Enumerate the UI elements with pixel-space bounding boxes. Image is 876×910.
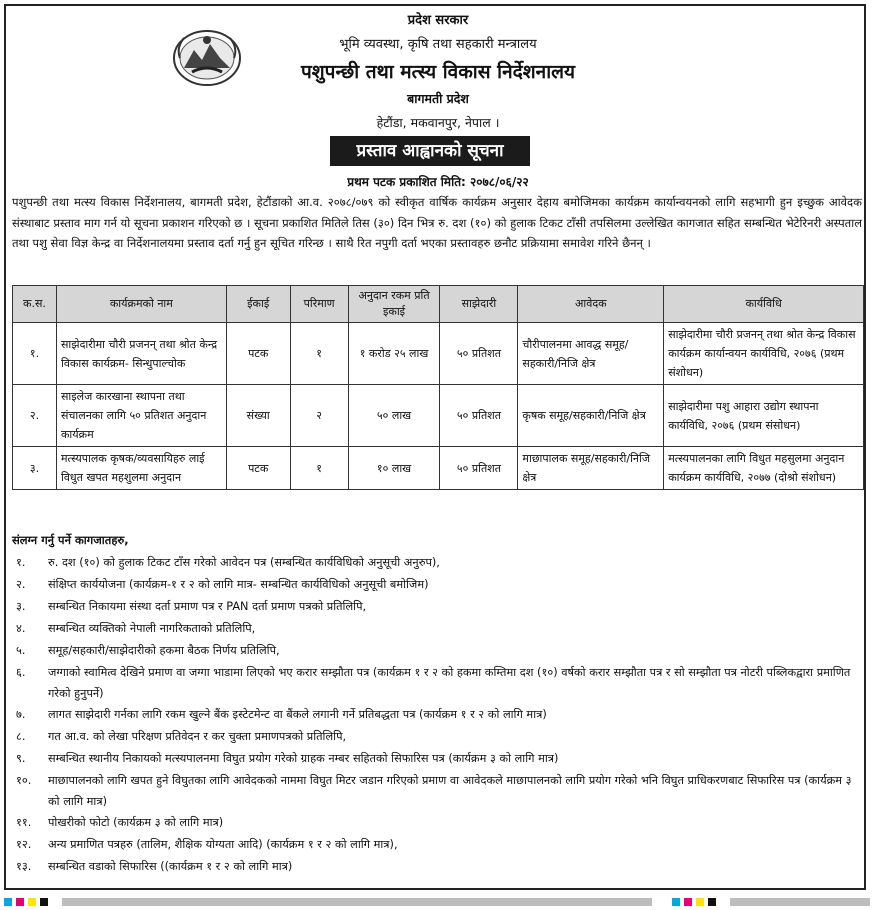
cyan-mark — [672, 898, 680, 906]
table-cell: २. — [13, 385, 57, 447]
item-text: जग्गाको स्वामित्व देखिने प्रमाण वा जग्गा भाडामा लिएको भए करार सम्झौता पत्र (कार्यक्रम १ र २ को हकमा कम्तिमा दश (१०) वर्षको करार सम्झौता पत्र र सो सम्झौता पत्र नोटरी पब्लिकद्वारा प्रमाणित गरेको हुनुपर्ने) — [48, 666, 851, 700]
table-cell: माछापालक समूह/सहकारी/निजि क्षेत्र — [518, 447, 664, 490]
attachments-list — [16, 552, 862, 878]
table-header-row — [13, 286, 864, 323]
header-province: बागमती प्रदेश — [407, 91, 469, 106]
table-cell: साझेदारीमा पशु आहारा उद्योग स्थापना कार्यविधि, २०७६ (प्रथम संसोधन) — [664, 385, 864, 447]
table-row — [13, 385, 864, 447]
magenta-mark — [16, 898, 24, 906]
item-number: ३. — [16, 600, 26, 613]
table-cell: मत्स्यपालनका लागि विधुत महसुलमा अनुदान कार्यक्रम कार्यविधि, २०७७ (दोश्रो संशोधन) — [664, 447, 864, 490]
header-office: पशुपन्छी तथा मत्स्य विकास निर्देशनालय — [300, 61, 576, 83]
table-cell: ५० लाख — [348, 385, 440, 447]
print-bar — [62, 898, 652, 906]
table-cell: पटक — [226, 447, 290, 490]
black-mark — [40, 898, 48, 906]
table-cell: ५० प्रतिशत — [440, 323, 518, 385]
table-row — [13, 323, 864, 385]
table-header: आवेदक — [518, 286, 664, 323]
item-text: लागत साझेदारी गर्नका लागि रकम खुल्ने बैंक इस्टेटमेन्ट वा बैंकले लगानी गर्ने प्रतिबद्धता पत्र (कार्यक्रम १ र २ को लागि मात्र) — [48, 708, 547, 721]
table-cell: कृषक समूह/सहकारी/निजि क्षेत्र — [518, 385, 664, 447]
item-text: सम्बन्धित वडाको सिफारिस ((कार्यक्रम १ र २ को लागि मात्र) — [48, 860, 293, 873]
published-date: प्रथम पटक प्रकाशित मिति: २०७८/०६/२२ — [347, 175, 529, 189]
table-cell: मत्स्यपालक कृषक/व्यवसायिहरु लाई विधुत खपत महशुलमा अनुदान — [56, 447, 226, 490]
item-number: ५. — [16, 644, 26, 657]
table-cell: १ करोड २५ लाख — [348, 323, 440, 385]
table-cell: १ — [290, 447, 348, 490]
list-item — [16, 834, 862, 856]
item-number: १०. — [16, 774, 32, 787]
table-cell: साझेदारीमा चौरी प्रजनन् तथा श्रोत केन्द्र विकास कार्यक्रम कार्यान्वयन कार्यविधि, २०७६ (प्रथम संशोधन) — [664, 323, 864, 385]
yellow-mark — [696, 898, 704, 906]
magenta-mark — [684, 898, 692, 906]
item-text: रु. दश (१०) को हुलाक टिकट टाँस गरेको आवेदन पत्र (सम्बन्धित कार्यविधिको अनुसूची अनुरुप), — [48, 556, 440, 569]
notice-title: प्रस्ताव आह्वानको सूचना — [330, 136, 530, 166]
item-number: ४. — [16, 622, 26, 635]
item-number: ८. — [16, 730, 26, 743]
list-item — [16, 618, 862, 640]
table-cell: पटक — [226, 323, 290, 385]
cyan-mark — [4, 898, 12, 906]
table-cell: चौरीपालनमा आवद्ध समूह/सहकारी/निजि क्षेत्र — [518, 323, 664, 385]
list-item — [16, 662, 862, 704]
table-cell: १ — [290, 323, 348, 385]
black-mark — [708, 898, 716, 906]
table-header: साझेदारी — [440, 286, 518, 323]
item-text: अन्य प्रमाणित पत्रहरु (तालिम, शैक्षिक योग्यता आदि) (कार्यक्रम १ र २ को लागि मात्र), — [48, 838, 398, 851]
list-item — [16, 812, 862, 834]
print-bar — [730, 898, 870, 906]
item-text: माछापालनको लागि खपत हुने विघुतका लागि आवेदकको नाममा विघुत मिटर जडान गरिएको प्रमाण वा आवेदकले माछापालनको लागि प्रयोग गरेको भनि विघुत प्राधिकरणबाट सिफारिस पत्र (कार्यक्रम ३ को लागि मात्र) — [48, 774, 852, 808]
header-ministry: भूमि व्यवस्था, कृषि तथा सहकारी मन्त्रालय — [339, 37, 537, 52]
program-table — [12, 285, 864, 490]
list-item — [16, 856, 862, 878]
table-header: ईकाई — [226, 286, 290, 323]
item-number: १३. — [16, 860, 32, 873]
table-header: अनुदान रकम प्रति इकाई — [348, 286, 440, 323]
table-cell: १० लाख — [348, 447, 440, 490]
list-item — [16, 770, 862, 812]
list-item — [16, 704, 862, 726]
item-text: समूह/सहकारी/साझेदारीको हकमा बैठक निर्णय प्रतिलिपि, — [48, 644, 280, 657]
item-text: गत आ.व. को लेखा परिक्षण प्रतिवेदन र कर चुक्ता प्रमाणपत्रको प्रतिलिपि, — [48, 730, 347, 743]
table-header: कार्यक्रमको नाम — [56, 286, 226, 323]
item-number: २. — [16, 578, 26, 591]
header-address: हेटौंडा, मकवानपुर, नेपाल । — [376, 115, 500, 130]
yellow-mark — [28, 898, 36, 906]
list-item — [16, 640, 862, 662]
item-text: सम्बन्धित निकायमा संस्था दर्ता प्रमाण पत्र र PAN दर्ता प्रमाण पत्रको प्रतिलिपि, — [48, 600, 367, 613]
item-number: ९. — [16, 752, 26, 765]
table-cell: १. — [13, 323, 57, 385]
list-item — [16, 552, 862, 574]
item-text: सम्बन्धित स्थानीय निकायको मत्स्यपालनमा विघुत प्रयोग गरेको ग्राहक नम्बर सहितको सिफारिस पत्र (कार्यक्रम ३ को लागि मात्र) — [48, 752, 559, 765]
table-header: कार्यविधि — [664, 286, 864, 323]
table-cell: ५० प्रतिशत — [440, 385, 518, 447]
table-cell: २ — [290, 385, 348, 447]
item-number: ७. — [16, 708, 26, 721]
attachments-heading: संलग्न गर्नु पर्ने कागजातहरु, — [12, 533, 129, 547]
list-item — [16, 748, 862, 770]
table-cell: ५० प्रतिशत — [440, 447, 518, 490]
item-text: संक्षिप्त कार्ययोजना (कार्यक्रम-१ र २ को लागि मात्र- सम्बन्धित कार्यविधिको अनुसूची बमोजिम) — [48, 578, 429, 591]
table-header: परिमाण — [290, 286, 348, 323]
item-number: ११. — [16, 816, 32, 829]
table-cell: संख्या — [226, 385, 290, 447]
table-cell: साइलेज कारखाना स्थापना तथा संचालनका लागि ५० प्रतिशत अनुदान कार्यक्रम — [56, 385, 226, 447]
table-cell: ३. — [13, 447, 57, 490]
list-item — [16, 726, 862, 748]
item-number: १. — [16, 556, 26, 569]
table-cell: साझेदारीमा चौरी प्रजनन् तथा श्रोत केन्द्र विकास कार्यक्रम- सिन्धुपाल्चोक — [56, 323, 226, 385]
intro-paragraph: पशुपन्छी तथा मत्स्य विकास निर्देशनालय, बागमती प्रदेश, हेटौंडाको आ.व. २०७८/०७९ को स्वीकृत वार्षिक कार्यक्रम अनुसार देहाय बमोजिमका कार्यक्रम कार्यान्वयनको लागि सहभागी हुन इच्छुक आवेदक संस्थाबाट प्रस्ताव माग गर्न यो सूचना प्रकाशन गरिएको छ । सूचना प्रकाशित मितिले तिस (३०) दिन भित्र रु. दश (१०) को हुलाक टिकट टाँसी तपसिलमा उल्लेखित कागजात सहित सम्बन्धित भेटेरिनरी अस्पताल तथा पशु सेवा विज्ञ केन्द्र वा निर्देशनालयमा प्रस्ताव दर्ता गर्नु हुन सूचित गरिन्छ । साथै रित नपुगी दर्ता भएका प्रस्तावहरु छनौट प्रक्रियामा समावेश गरिने छैनन् । — [12, 195, 862, 250]
item-number: १२. — [16, 838, 32, 851]
item-text: सम्बन्धित व्यक्तिको नेपाली नागरिकताको प्रतिलिपि, — [48, 622, 256, 635]
list-item — [16, 596, 862, 618]
list-item — [16, 574, 862, 596]
header-government: प्रदेश सरकार — [407, 13, 469, 28]
item-text: पोखरीको फोटो (कार्यक्रम ३ को लागि मात्र) — [48, 816, 224, 829]
item-number: ६. — [16, 666, 26, 679]
table-row — [13, 447, 864, 490]
table-header: क.स. — [13, 286, 57, 323]
